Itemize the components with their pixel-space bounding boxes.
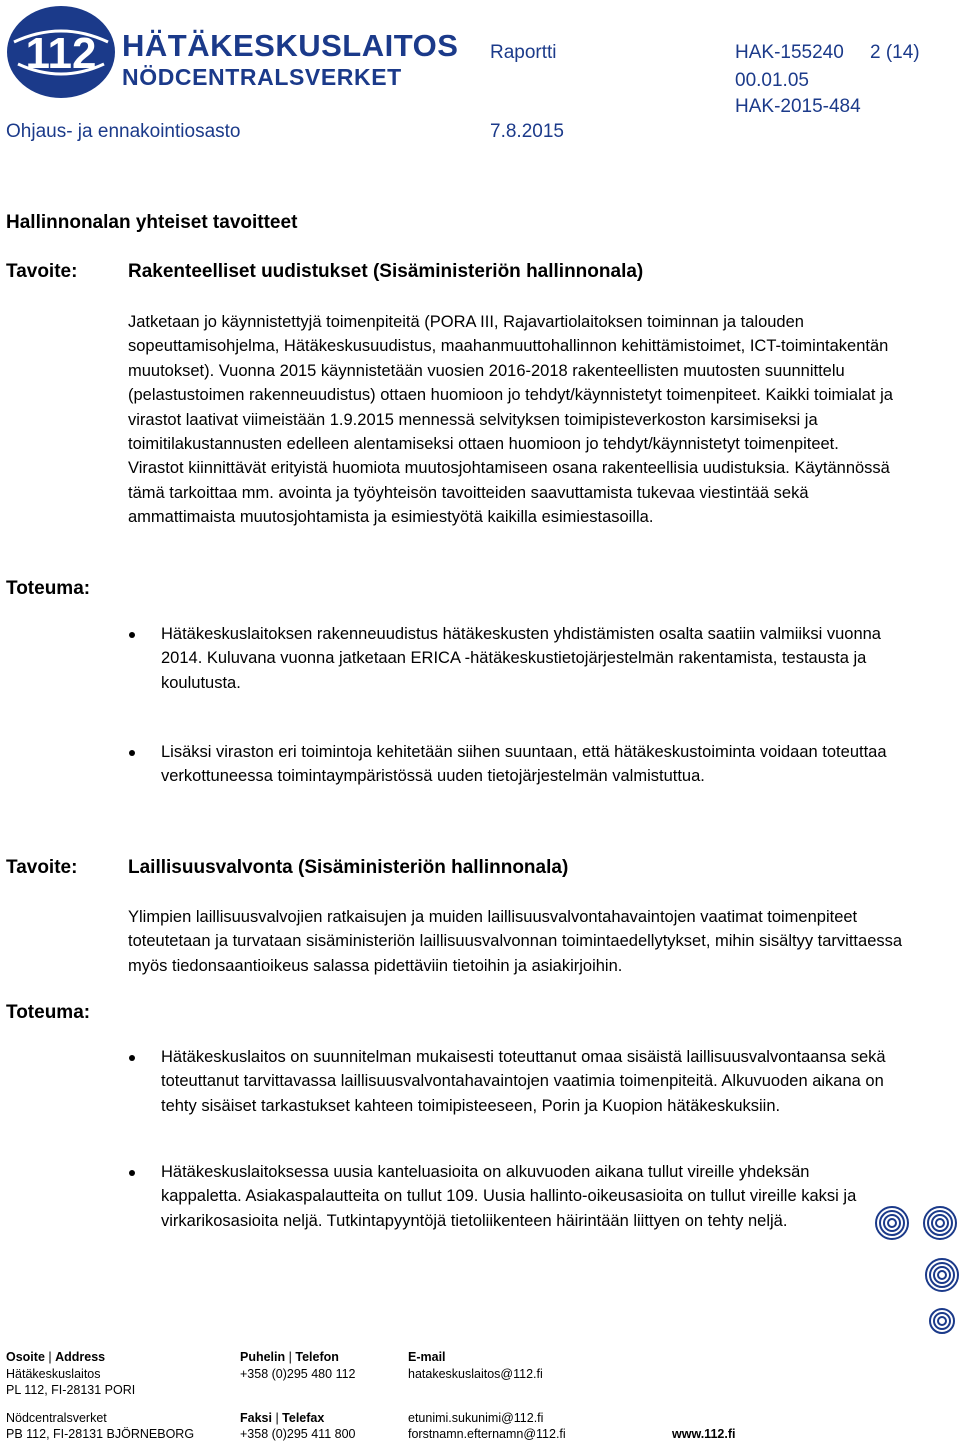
- department: Ohjaus- ja ennakointiosasto: [6, 121, 241, 142]
- tavoite-text: Ylimpien laillisuusvalvojien ratkaisujen ja muiden laillisuusvalvontahavaintojen vaatimat toimenpiteet toteutetaan ja turvataan sisäministeriön laillisuusvalvonnan toimintaedellytykset, mihin sisältyy tarvittaessa myös tiedonsaantioikeus salassa pidettäviin tietoihin ja asiakirjoihin.: [128, 908, 903, 975]
- doc-ref: HAK-155240: [735, 42, 844, 63]
- toteuma-label: Toteuma:: [6, 1002, 91, 1023]
- doc-version: 00.01.05: [735, 70, 809, 91]
- footer-phone: +358 (0)295 480 112: [240, 1367, 356, 1381]
- footer-org-sv: Nödcentralsverket: [6, 1411, 107, 1425]
- footer-phone-header: Puhelin | Telefon: [240, 1350, 339, 1364]
- doc-type: Raportti: [490, 42, 557, 63]
- page-number: 2 (14): [870, 42, 920, 63]
- footer-email-3[interactable]: forstnamn.efternamn@112.fi: [408, 1427, 566, 1441]
- list-item: Lisäksi viraston eri toimintoja kehitetään siihen suuntaan, että hätäkeskustoiminta voidaan toteuttaa verkottuneessa toimintaympäristössä uuden tietojärjestelmän valmistuttua.: [161, 743, 887, 786]
- list-item: Hätäkeskuslaitoksessa uusia kanteluasioita on alkuvuoden aikana tullut vireille yhdeksän kappaletta. Asiakaspalautteita on tullut 109. Uusia hallinto-oikeusasioita on tullut vireille kaksi ja virkarikosasioita neljä. Tutkintapyyntöjä tietoliikenteen häirintään liittyen on tehty neljä.: [161, 1163, 857, 1230]
- footer-website-link[interactable]: www.112.fi: [672, 1427, 736, 1441]
- footer-addr-sv: PB 112, FI-28131 BJÖRNEBORG: [6, 1427, 195, 1441]
- logo-112-emblem: [4, 2, 124, 102]
- footer-email-2[interactable]: etunimi.sukunimi@112.fi: [408, 1411, 544, 1425]
- decorative-spiral-icon: [870, 1195, 960, 1340]
- footer-addr-fi: PL 112, FI-28131 PORI: [6, 1383, 136, 1397]
- footer-org-fi: Hätäkeskuslaitos: [6, 1367, 101, 1381]
- bullet-dot: [129, 632, 135, 638]
- logo-subtitle: NÖDCENTRALSVERKET: [122, 64, 402, 90]
- logo-number: 112: [25, 29, 97, 78]
- logo-title: HÄTÄKESKUSLAITOS: [122, 28, 459, 63]
- footer-address-header: Osoite | Address: [6, 1350, 106, 1364]
- tavoite-title: Laillisuusvalvonta (Sisäministeriön hallinnonala): [128, 857, 569, 878]
- footer-email-1[interactable]: hatakeskuslaitos@112.fi: [408, 1367, 543, 1381]
- list-item: Hätäkeskuslaitoksen rakenneuudistus hätäkeskusten yhdistämisten osalta saatiin valmiiksi vuonna 2014. Kuluvana vuonna jatketaan ERICA -hätäkeskustietojärjestelmän rakentamista, testausta ja koulutusta.: [161, 625, 881, 692]
- section-title: Hallinnonalan yhteiset tavoitteet: [6, 212, 298, 233]
- footer-fax: +358 (0)295 411 800: [240, 1427, 356, 1441]
- tavoite-text: Jatketaan jo käynnistettyjä toimenpiteitä (PORA III, Rajavartiolaitoksen toiminnan ja talouden sopeuttamisohjelma, Hätäkeskusuudistus, maahanmuuttohallinnon kehittämistoimet, ICT-toimintakentän muutokset). Vuonna 2015 käynnistetään vuosien 2016-2018 rakenteellisten muutosten suunnittelu (pelastustoimen rakenneuudistus) ottaen huomioon jo tehdyt/käynnistetyt toimenpiteet. Kaikki toimialat ja virastot laativat viimeistään 1.9.2015 mennessä selvityksen toimipisteverkoston karsimiseksi ja toimitilakustannusten edelleen alentamiseksi ottaen huomioon jo tehdyt/käynnistetyt toimenpiteet. Virastot kiinnittävät erityistä huomiota muutosjohtamiseen osana rakenteellisia uudistuksia. Käytännössä tämä tarkoittaa mm. avointa ja työyhteisön tavoitteiden saavuttamista tukevaa viestintää sekä ammattimaista muutosjohtamista ja esimiestyötä kaikilla esimiestasoilla.: [128, 313, 893, 527]
- doc-date: 7.8.2015: [490, 121, 564, 142]
- tavoite-label: Tavoite:: [6, 261, 78, 282]
- footer-email-header: E-mail: [408, 1350, 446, 1364]
- bullet-dot: [129, 1055, 135, 1061]
- bullet-dot: [129, 1170, 135, 1176]
- footer-fax-header: Faksi | Telefax: [240, 1411, 325, 1425]
- tavoite-title: Rakenteelliset uudistukset (Sisäministeriön hallinnonala): [128, 261, 644, 282]
- toteuma-label: Toteuma:: [6, 578, 91, 599]
- list-item: Hätäkeskuslaitos on suunnitelman mukaisesti toteuttanut omaa sisäistä laillisuusvalvontaansa sekä toteuttanut tarvittavassa laillisuusvalvontahavaintojen vaatimia toimenpiteitä. Alkuvuoden aikana on tehty sisäiset tarkastukset kahteen toimipisteeseen, Porin ja Kuopion hätäkeskuksiin.: [161, 1048, 886, 1115]
- bullet-dot: [129, 750, 135, 756]
- diary-number: HAK-2015-484: [735, 96, 861, 117]
- tavoite-label: Tavoite:: [6, 857, 78, 878]
